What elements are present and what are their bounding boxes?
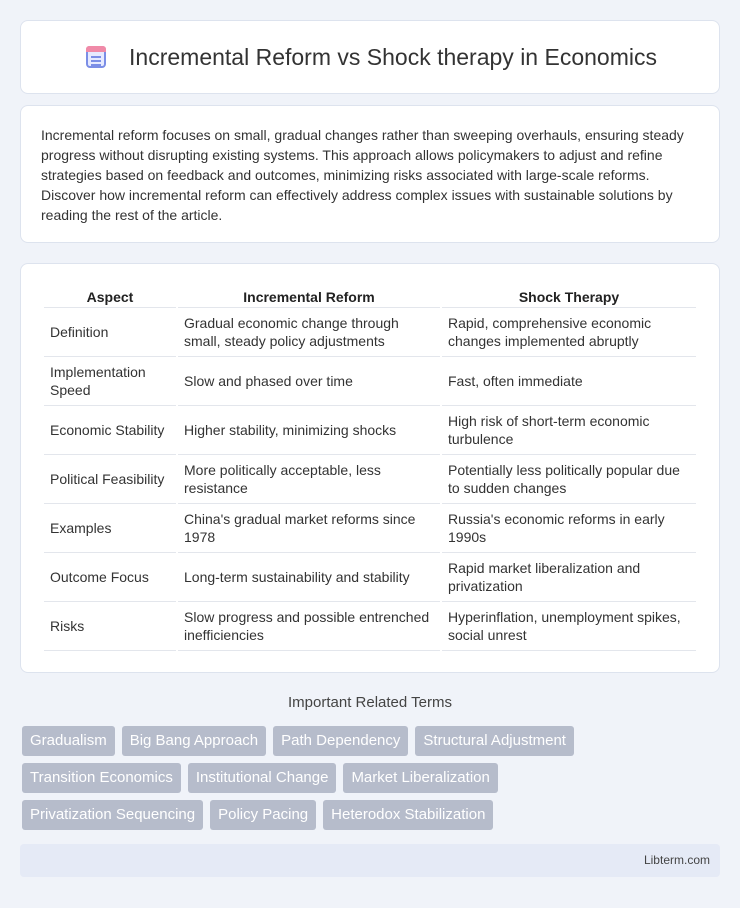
related-terms-title: Important Related Terms <box>288 694 452 711</box>
header-card <box>20 20 720 94</box>
related-term-tag[interactable]: Transition Economics <box>22 763 181 793</box>
intro-text: Incremental reform focuses on small, gradual changes rather than sweeping overhauls, ensuring steady progress without disrupting existing systems. This approach allows policymakers to adjust and refine strategies based on feedback and outcomes, minimizing risks associated with large-scale reforms. Discover how incremental reform can effectively address complex issues with sustainable solutions by reading the rest of the article. <box>41 127 684 223</box>
cell-shock: Russia's economic reforms in early 1990s <box>442 504 696 553</box>
related-term-tag[interactable]: Heterodox Stabilization <box>323 800 493 830</box>
related-term-tag[interactable]: Structural Adjustment <box>415 726 574 756</box>
related-term-tag[interactable]: Policy Pacing <box>210 800 316 830</box>
intro-card <box>20 105 720 243</box>
table-row <box>44 602 696 651</box>
cell-incremental: Long-term sustainability and stability <box>178 553 440 602</box>
comparison-table <box>42 286 698 651</box>
table-row <box>44 553 696 602</box>
cell-incremental: Gradual economic change through small, steady policy adjustments <box>178 308 440 357</box>
cell-aspect: Definition <box>44 308 176 357</box>
table-row <box>44 504 696 553</box>
cell-aspect: Economic Stability <box>44 406 176 455</box>
column-header-aspect: Aspect <box>44 286 176 308</box>
cell-shock: Hyperinflation, unemployment spikes, social unrest <box>442 602 696 651</box>
related-term-tag[interactable]: Market Liberalization <box>343 763 497 793</box>
cell-shock: High risk of short-term economic turbulence <box>442 406 696 455</box>
comparison-card <box>20 263 720 673</box>
footer <box>20 844 720 877</box>
cell-shock: Rapid, comprehensive economic changes implemented abruptly <box>442 308 696 357</box>
cell-aspect: Outcome Focus <box>44 553 176 602</box>
document-icon <box>83 44 109 70</box>
cell-aspect: Implementation Speed <box>44 357 176 406</box>
cell-shock: Potentially less politically popular due to sudden changes <box>442 455 696 504</box>
cell-incremental: Slow progress and possible entrenched inefficiencies <box>178 602 440 651</box>
cell-incremental: More politically acceptable, less resistance <box>178 455 440 504</box>
column-header-shock: Shock Therapy <box>442 286 696 308</box>
related-term-tag[interactable]: Institutional Change <box>188 763 337 793</box>
tag-row <box>22 800 722 830</box>
related-term-tag[interactable]: Gradualism <box>22 726 115 756</box>
related-term-tag[interactable]: Big Bang Approach <box>122 726 266 756</box>
table-header-row <box>44 286 696 308</box>
table-row <box>44 357 696 406</box>
cell-incremental: Slow and phased over time <box>178 357 440 406</box>
column-header-incremental: Incremental Reform <box>178 286 440 308</box>
table-row <box>44 406 696 455</box>
cell-aspect: Examples <box>44 504 176 553</box>
cell-shock: Fast, often immediate <box>442 357 696 406</box>
cell-shock: Rapid market liberalization and privatization <box>442 553 696 602</box>
related-term-tag[interactable]: Path Dependency <box>273 726 408 756</box>
related-term-tag[interactable]: Privatization Sequencing <box>22 800 203 830</box>
related-terms <box>22 726 722 837</box>
cell-aspect: Political Feasibility <box>44 455 176 504</box>
cell-incremental: Higher stability, minimizing shocks <box>178 406 440 455</box>
page-title: Incremental Reform vs Shock therapy in Economics <box>129 43 657 70</box>
table-row <box>44 308 696 357</box>
cell-aspect: Risks <box>44 602 176 651</box>
table-row <box>44 455 696 504</box>
tag-row <box>22 763 722 793</box>
cell-incremental: China's gradual market reforms since 1978 <box>178 504 440 553</box>
footer-brand[interactable]: Libterm.com <box>643 853 710 867</box>
tag-row <box>22 726 722 756</box>
